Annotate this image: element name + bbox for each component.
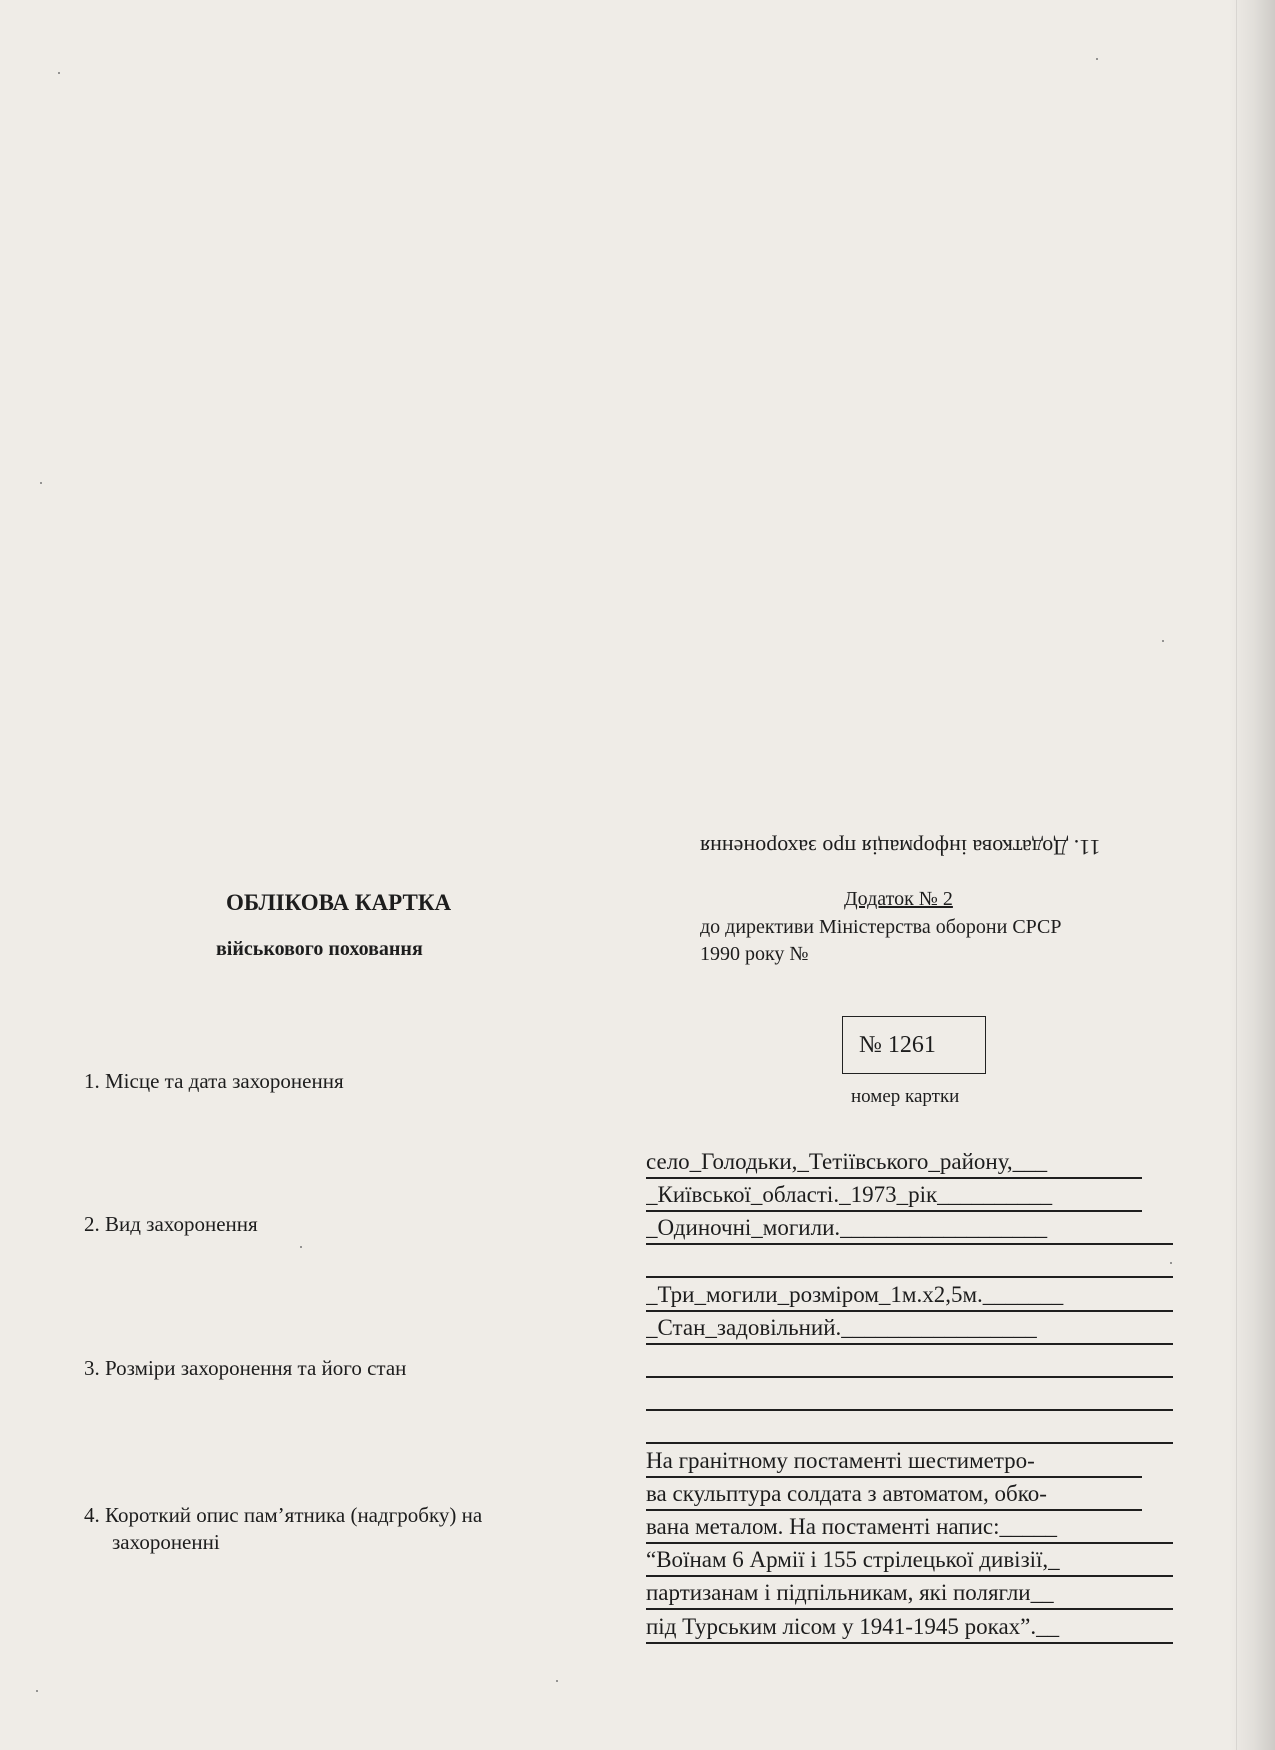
scan-speck	[1170, 1262, 1172, 1264]
scan-speck	[1096, 58, 1098, 60]
field-value-line	[646, 1411, 1173, 1444]
field-value-line: партизанам і підпільникам, які полягли__	[646, 1577, 1173, 1610]
field-value-line: ва скульптура солдата з автоматом, обко-	[646, 1478, 1142, 1511]
appendix-directive: до директиви Міністерства оборони СРСР	[700, 916, 1062, 938]
card-title: ОБЛІКОВА КАРТКА	[226, 890, 452, 915]
appendix-year: 1990 року №	[700, 943, 809, 965]
field-value-line: _Київської_області._1973_рік__________	[646, 1179, 1142, 1212]
field-value-line	[646, 1245, 1173, 1278]
scan-speck	[36, 1690, 38, 1692]
field-value-line	[646, 1378, 1173, 1411]
field-value-line: На гранітному постаменті шестиметро-	[646, 1445, 1142, 1478]
card-number-box	[842, 1016, 986, 1074]
back-side-heading: 11. Додаткова інформація про захоронення	[700, 835, 1101, 860]
card-subtitle: військового поховання	[216, 938, 423, 960]
field-value-line: вана металом. На постаменті напис:_____	[646, 1511, 1173, 1544]
field-value-line: “Воїнам 6 Армії і 155 стрілецької дивізії,_	[646, 1544, 1173, 1577]
card-number-caption: номер картки	[851, 1086, 960, 1107]
field-value-line: під Турським лісом у 1941-1945 роках”.__	[646, 1611, 1173, 1644]
field-label-burial-size: 3. Розміри захоронення та його стан	[84, 1356, 407, 1380]
scan-speck	[40, 482, 42, 484]
field-label-place-date: 1. Місце та дата захоронення	[84, 1069, 344, 1093]
appendix-heading: Додаток № 2	[844, 888, 953, 910]
field-label-monument-cont: захороненні	[112, 1530, 220, 1554]
field-value-line: село_Голодьки,_Тетіївського_району,___	[646, 1146, 1142, 1179]
field-value-line	[646, 1345, 1173, 1378]
scan-speck	[556, 1680, 558, 1682]
scan-speck	[300, 1246, 302, 1248]
field-value-line: _Три_могили_розміром_1м.х2,5м._______	[646, 1279, 1173, 1312]
field-label-burial-type: 2. Вид захоронення	[84, 1212, 258, 1236]
scan-speck	[58, 72, 60, 74]
field-value-line: _Одиночні_могили.__________________	[646, 1212, 1173, 1245]
card-number: № 1261	[859, 1031, 936, 1058]
page-edge-line	[1236, 0, 1237, 1750]
field-value-line: _Стан_задовільний._________________	[646, 1312, 1173, 1345]
field-label-monument: 4. Короткий опис пам’ятника (надгробку) на	[84, 1503, 483, 1527]
scan-speck	[1162, 640, 1164, 642]
